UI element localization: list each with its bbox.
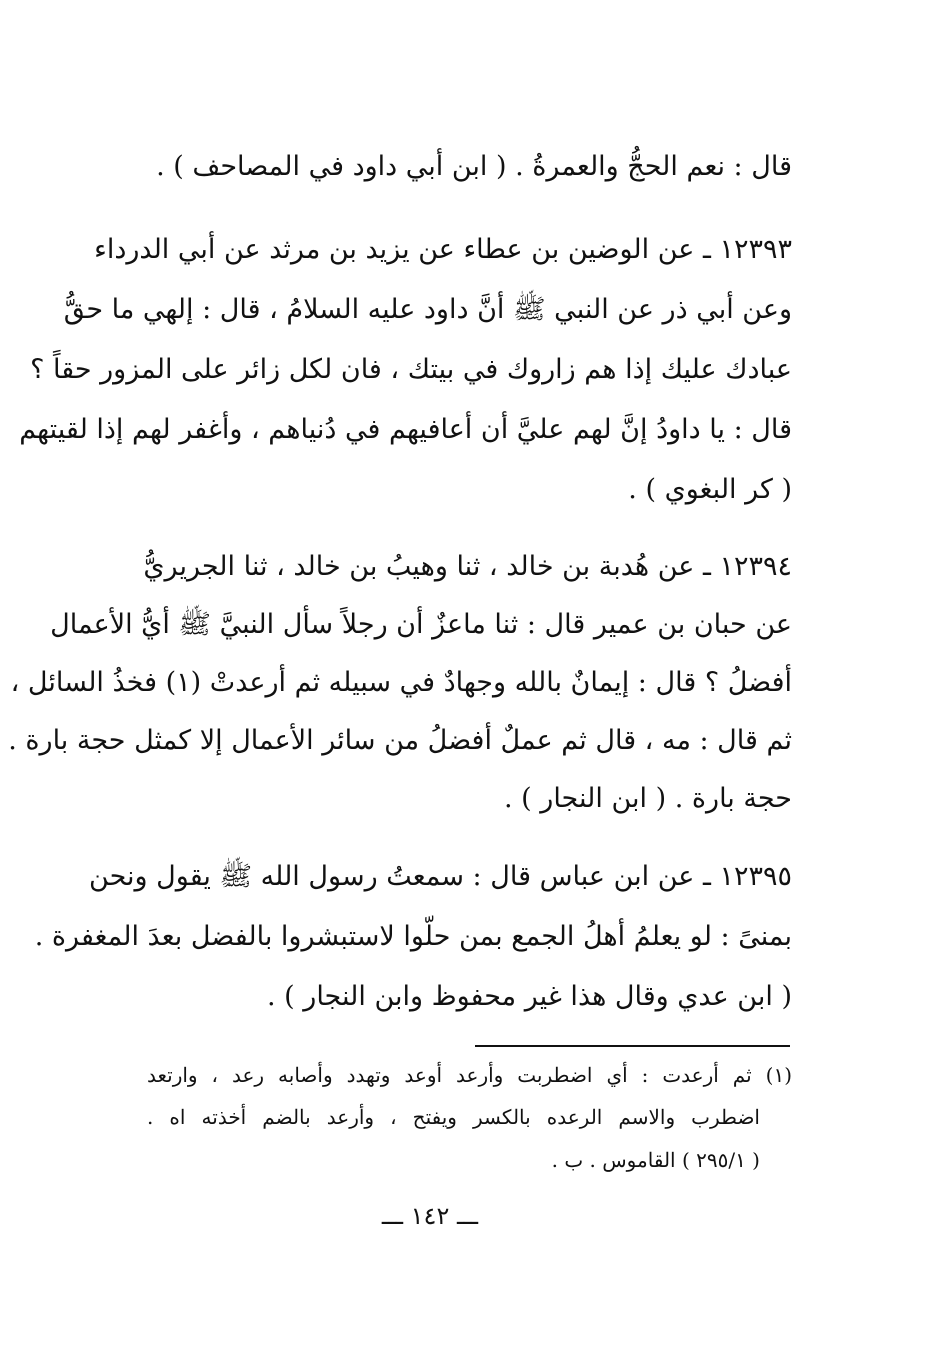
source-citation: ( ابن عدي وقال هذا غير محفوظ وابن النجار ) . (267, 981, 792, 1012)
text-line: ثم قال : مه ، قال ثم عملٌ أفضلُ من سائر الأعمال إلا كمثل حجة بارة . (8, 725, 792, 756)
text-line: بمنىً : لو يعلمُ أهلُ الجمع بمن حلّوا لاستبشروا بالفضل بعدَ المغفرة . (34, 921, 792, 952)
text-line: قال : يا داودُ إنَّ لهم عليَّ أن أعافيهم في دُنياهم ، وأغفر لهم إذا لقيتهم (19, 414, 792, 445)
text-line: عبادك عليك إذا هم زاروك في بيتك ، فان لكل زائر على المزور حقاً ؟ (30, 354, 792, 385)
text-line: وعن أبي ذر عن النبي ﷺ أنَّ داود عليه السلامُ ، قال : إلهي ما حقُّ (63, 294, 792, 325)
hadith-12394-line: ١٢٣٩٤ ـ عن هُدبة بن خالد ، ثنا وهيبُ بن خالد ، ثنا الجريريُّ (143, 551, 792, 582)
source-citation: ( كر البغوي ) . (628, 474, 792, 505)
text-line: قال : نعم الحجُّ والعمرةُ . ( ابن أبي داود في المصاحف ) . (156, 151, 792, 182)
text-line: عن حبان بن عمير قال : ثنا ماعزٌ أن رجلاً سأل النبيَّ ﷺ أيُّ الأعمال (50, 609, 792, 640)
footnote-line: ( ٢٩٥/١ ) القاموس . ب . (551, 1148, 760, 1172)
source-citation: حجة بارة . ( ابن النجار ) . (504, 783, 792, 814)
hadith-12393-line: ١٢٣٩٣ ـ عن الوضين بن عطاء عن يزيد بن مرثد عن أبي الدرداء (94, 234, 792, 265)
footnote-divider (475, 1045, 790, 1047)
page-number: ـــ ١٤٢ ـــ (381, 1202, 479, 1230)
footnote-line: (١) ثم أرعدت : أي اضطربت وأرعد أوعد وتهدد وأصابه رعد ، وارتعد (147, 1063, 792, 1087)
hadith-12395-line: ١٢٣٩٥ ـ عن ابن عباس قال : سمعتُ رسول الله ﷺ يقول ونحن (89, 861, 792, 892)
footnote-line: اضطرب والاسم الرعده بالكسر ويفتح ، وأرعد بالضم أخذته اه . (147, 1105, 760, 1129)
text-line: أفضلُ ؟ قال : إيمانٌ بالله وجهادٌ في سبيله ثم أرعدتْ (١) فخذُ السائل ، (10, 667, 792, 698)
